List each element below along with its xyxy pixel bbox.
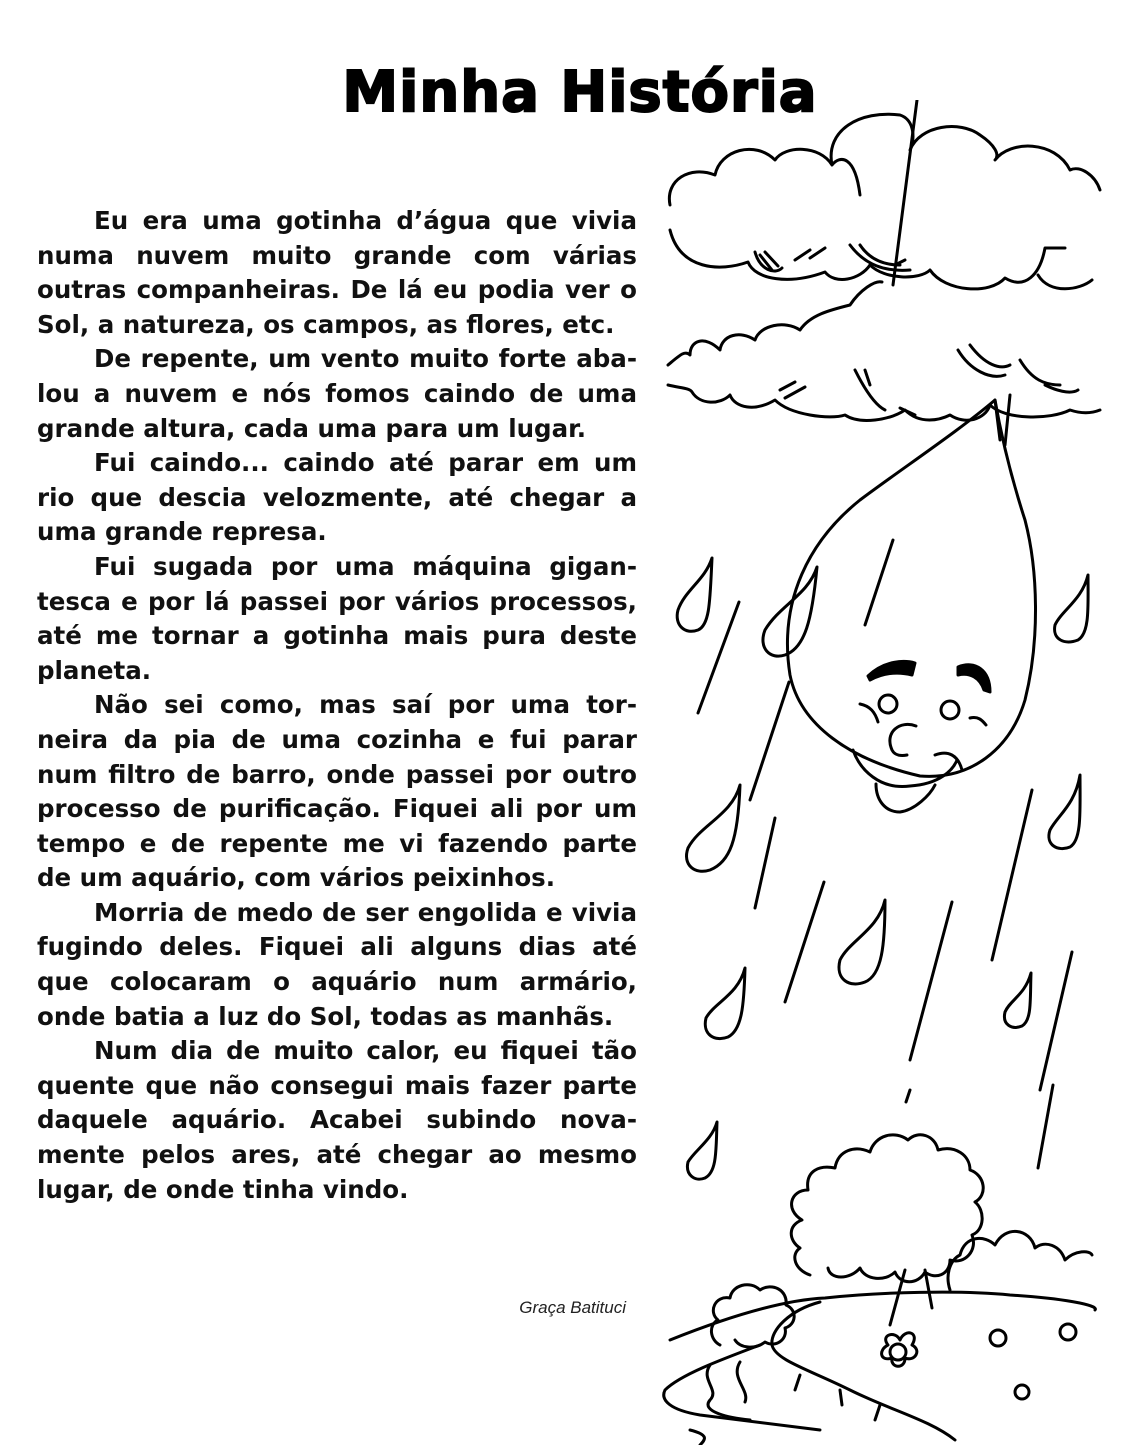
flower-icon	[882, 1324, 1080, 1445]
smiling-water-drop-icon	[787, 400, 1035, 812]
author-signature: Graça Batituci	[519, 1298, 626, 1317]
tree-icon	[670, 1135, 1095, 1347]
paragraph-7: Num dia de muito calor, eu fiquei tão quente que não consegui mais fazer parte daquele aquário. Acabei subindo novamente pelos ares, até chegar ao mesmo lugar, de onde tinha vindo.	[37, 1036, 637, 1204]
page-title: Minha História	[342, 59, 818, 125]
raindrop-icon	[677, 558, 1088, 1179]
paragraph-6: Morria de medo de ser engolida e vivia fugindo deles. Fiquei ali alguns dias até que colocaram o aquário num armário, onde batia a luz do Sol, todas as manhãs.	[37, 897, 637, 1031]
story-text	[37, 204, 637, 1207]
rain-line-icon	[698, 540, 1072, 1168]
river-icon	[664, 1302, 955, 1445]
paragraph-3: Fui caindo... caindo até parar em um rio que descia velozmente, até chegar a uma grande represa.	[37, 448, 637, 547]
paragraph-5: Não sei como, mas saí por uma torneira da pia de uma cozinha e fui parar num filtro de barro, onde passei por outro processo de purificação. Fiquei ali por um tempo e de repente me vi fazendo parte de um aquário, com vários peixinhos.	[37, 690, 637, 893]
paragraph-2: De repente, um vento muito forte abalou a nuvem e nós fomos caindo de uma grande altura, cada uma para um lugar.	[37, 344, 637, 443]
paragraph-1: Eu era uma gotinha d’água que vivia numa nuvem muito grande com várias outras companheiras. De lá eu podia ver o Sol, a natureza, os campos, as flores, etc.	[37, 206, 637, 339]
illustration	[660, 100, 1135, 1445]
paragraph-4: Fui sugada por uma máquina gigantesca e por lá passei por vários processos, até me tornar a gotinha mais pura deste planeta.	[37, 551, 637, 685]
cloud-icon	[669, 114, 1100, 289]
